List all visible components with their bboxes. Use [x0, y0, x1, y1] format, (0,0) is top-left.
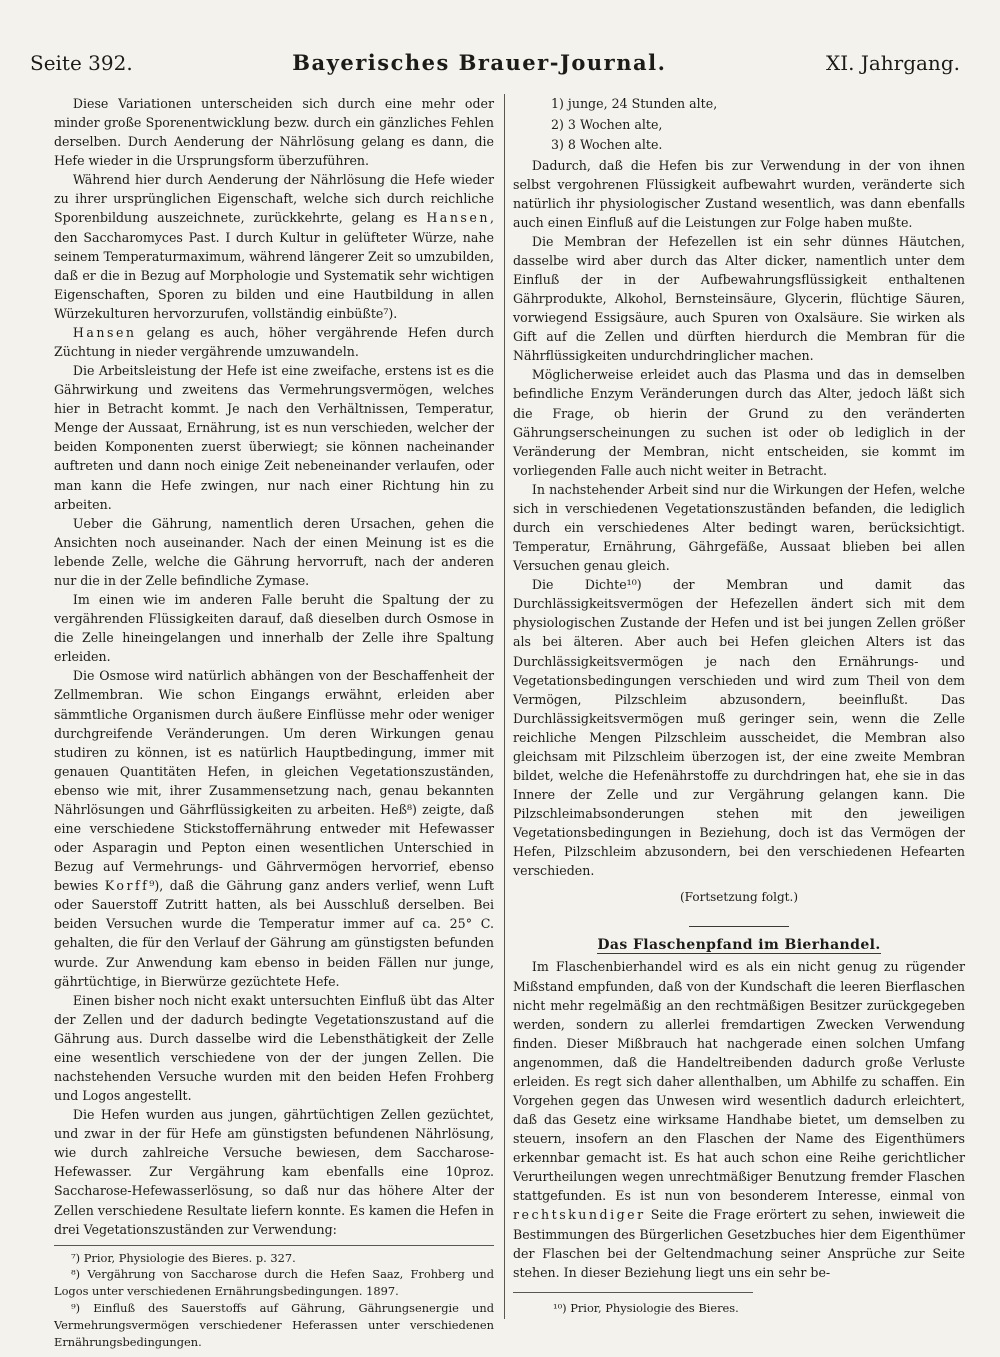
paragraph: Diese Variationen unterscheiden sich durch eine mehr oder minder große Sporenentwicklung bezw. durch ein gänzliches Fehlen derselben. Durch Aenderung der Nährlösung gelang es dann, die Hefe wieder in die Ursprungsform überzuführen.: [54, 96, 494, 169]
author-name: Hansen: [426, 210, 490, 226]
paragraph: Die Osmose wird natürlich abhängen von der Beschaffenheit der Zellmembran. Wie schon Eingangs erwähnt, erleiden aber sämmtliche Organismen durch äußere Einflüsse mehr oder weniger durchgreifende Veränderungen. Um deren Wirkungen genau studiren zu können, ist es natürlich Hauptbedingung, immer mit genauen Quantitäten Hefen, in gleichen Vegetationszuständen, ebenso wie mit, ihrer Zusammensetzung nach, genau bekannten Nährlösungen und Gährflüssigkeiten zu arbeiten. Heß⁸) zeigte, daß eine verschiedene Stickstoffernährung entweder mit Hefewasser oder Asparagin und Pepton einen wesentlichen Unterschied in Bezug auf Vermehrungs- und Gährvermögen hervorrief, ebenso bewies Korff⁹), daß die Gährung ganz anders verlief, wenn Luft oder Sauerstoff Zutritt hatten, als bei Ausschluß derselben. Bei beiden Versuchen wurde die Temperatur immer auf ca. 25° C. gehalten, die für den Verlauf der Gährung am günstigsten befunden wurde. Zur Anwendung kam ebenso in beiden Fällen nur junge, gährtüchtige, in Bierwürze gezüchtete Hefe.: [54, 668, 494, 989]
footnote-rule: [513, 1292, 753, 1293]
footnote: ⁷) Prior, Physiologie des Bieres. p. 327.: [71, 1250, 296, 1265]
column-divider: [504, 94, 505, 1319]
footnotes: [54, 1245, 494, 1351]
paragraph: Die Dichte¹⁰) der Membran und damit das Durchlässigkeitsvermögen der Hefezellen ändert sich mit dem physiologischen Zustande der Hefen und ist bei jungen Zellen größer als bei älteren. Aber auch bei Hefen gleichen Alters ist das Durchlässigkeitsvermögen je nach den Ernährungs- und Vegetationsbedingungen verschieden und wird zum Theil von dem Vermögen, Pilzschleim abzusondern, beeinflußt. Das Durchlässigkeitsvermögen muß geringer sein, wenn die Zelle reichliche Mengen Pilzschleim ausscheidet, die Membran also gleichsam mit Pilzschleim überzogen ist, der eine zweite Membran bildet, welche die Hefenährstoffe zu durchdringen hat, ehe sie in das Innere der Zelle und zur Vergährung gelangen kann. Die Pilzschleimabsonderungen stehen mit den jeweiligen Vegetationsbedingungen in Beziehung, doch ist das Vermögen der Hefen, Pilzschleim abzusondern, bei den verschiedenen Hefearten verschieden.: [513, 577, 965, 879]
section-rule: [689, 926, 789, 927]
footnote: ¹⁰) Prior, Physiologie des Bieres.: [553, 1300, 739, 1315]
vegetation-state-list: [513, 94, 965, 156]
footnote: ⁹) Einfluß des Sauerstoffs auf Gährung, Gährungsenergie und Vermehrungsvermögen verschiedener Heferassen unter verschiedenen Ernährungsbedingungen.: [54, 1301, 494, 1349]
paragraph: In nachstehender Arbeit sind nur die Wirkungen der Hefen, welche sich in verschiedenen Vegetationszuständen befanden, die lediglich durch ein verschiedenes Alter bedingt waren, berücksichtigt. Temperatur, Ernährung, Gährgefäße, Aussaat blieben bei allen Versuchen genau gleich.: [513, 481, 965, 574]
list-item: 3) 8 Wochen alte.: [551, 137, 663, 152]
paragraph: Während hier durch Aenderung der Nährlösung die Hefe wieder zu ihrer ursprünglichen Eigenschaft, welche sich durch reichliche Sporenbildung auszeichnete, zurückkehrte, gelang es Hansen, den Saccharomyces Past. I durch Kultur in gelüfteter Würze, nahe seinem Temperaturmaximum, während längerer Zeit so umzubilden, daß er die in Bezug auf Morphologie und Systematik sehr wichtigen Eigenschaften, Sporen zu bilden und eine Hautbildung in allen Würzekulturen hervorzurufen, vollständig einbüßte⁷).: [54, 172, 494, 321]
paragraph: Die Membran der Hefezellen ist ein sehr dünnes Häutchen, dasselbe wird aber durch das Alter dicker, namentlich unter dem Einfluß der in der Aufbewahrungsflüssigkeit enthaltenen Gährprodukte, Alkohol, Bernsteinsäure, Glycerin, flüchtige Säuren, vorwiegend Essigsäure, auch Spuren von Oxalsäure. Sie wirken als Gift auf die Zellen und dürften hierdurch die Membran für die Nährflüssigkeiten undurchdringlicher machen.: [513, 233, 965, 364]
section-title: Das Flaschenpfand im Bierhandel.: [597, 937, 881, 954]
continued-note: (Fortsetzung folgt.): [680, 890, 798, 905]
paragraph: Ueber die Gährung, namentlich deren Ursachen, gehen die Ansichten noch auseinander. Nach der einen Meinung ist es die lebende Zelle, welche die Gährung hervorruft, nach der anderen nur die in der Zelle befindliche Zymase.: [54, 515, 494, 588]
paragraph: Die Hefen wurden aus jungen, gährtüchtigen Zellen gezüchtet, und zwar in der für Hefe am günstigsten befundenen Nährlösung, wie durch zahlreiche Versuche bewiesen, dem Saccharose-Hefewasser. Zur Vergährung kam ebenfalls eine 10proz. Saccharose-Hefewasserlösung, so daß nur das höhere Alter der Zellen verschiedene Resultate liefern konnte. Es kamen die Hefen in drei Vegetationszuständen zur Verwendung:: [54, 1107, 494, 1237]
volume-label: XI. Jahrgang.: [825, 51, 960, 75]
emphasis: rechtskundiger: [513, 1207, 646, 1223]
left-column: [54, 94, 494, 1350]
footnote: ⁸) Vergährung von Saccharose durch die Hefen Saaz, Frohberg und Logos unter verschiedenen Ernährungsbedingungen. 1897.: [54, 1267, 494, 1299]
paragraph: Hansen gelang es auch, höher vergährende Hefen durch Züchtung in nieder vergährende umzuwandeln.: [54, 324, 494, 360]
list-item: 1) junge, 24 Stunden alte,: [551, 96, 718, 111]
paragraph: Im Flaschenbierhandel wird es als ein nicht genug zu rügender Mißstand empfunden, daß von der Kundschaft die leeren Bierflaschen nicht mehr regelmäßig an den rechtmäßigen Besitzer zurückgegeben werden, sondern zu allerlei fremdartigen Zwecken Verwendung finden. Dieser Mißbrauch hat nachgerade einen solchen Umfang angenommen, daß die Handeltreibenden dadurch große Verluste erleiden. Es regt sich daher allenthalben, um Abhilfe zu schaffen. Ein Vorgehen gegen das Unwesen wird wesentlich dadurch erleichtert, daß das Gesetz eine wirksame Handhabe bietet, um demselben zu steuern, insofern an den Flaschen der Name des Eigenthümers erkennbar gemacht ist. Es hat auch schon eine Reihe gerichtlicher Verurtheilungen wegen unrechtmäßiger Benutzung fremder Flaschen stattgefunden. Es ist nun von besonderem Interesse, einmal von rechtskundiger Seite die Frage erörtert zu sehen, inwieweit die Bestimmungen des Bürgerlichen Gesetzbuches hier dem Eigenthümer der Flaschen bei der Geltendmachung seiner Ansprüche zur Seite stehen. In dieser Beziehung liegt uns ein sehr be-: [513, 959, 965, 1280]
author-name: Hansen: [72, 324, 137, 340]
paragraph: Im einen wie im anderen Falle beruht die Spaltung der zu vergährenden Flüssigkeiten darauf, daß dieselben durch Osmose in die Zelle hineingelangen und innerhalb der Zelle ihre Spaltung erleiden.: [54, 592, 494, 665]
page-header: [30, 50, 960, 86]
right-column: [513, 94, 965, 1315]
list-item: 2) 3 Wochen alte,: [551, 116, 663, 132]
paragraph: Einen bisher noch nicht exakt untersuchten Einfluß übt das Alter der Zellen und der dadurch bedingte Vegetationszustand auf die Gährung aus. Durch dasselbe wird die Lebensthätigkeit der Zelle eine wesentlich verschiedene von der der jungen Zellen. Die nachstehenden Versuche wurden mit den beiden Hefen Frohberg und Logos angestellt.: [54, 992, 494, 1104]
journal-title: Bayerisches Brauer-Journal.: [292, 50, 667, 75]
paragraph: Möglicherweise erleidet auch das Plasma und das in demselben befindliche Enzym Veränderungen durch das Alter, jedoch läßt sich die Frage, ob hierin der Grund zu den veränderten Gährungserscheinungen zu suchen ist oder ob lediglich in der Veränderung der Membran, nicht entscheiden, sie kommt im vorliegenden Falle auch nicht weiter in Betracht.: [513, 367, 965, 478]
paragraph: Die Arbeitsleistung der Hefe ist eine zweifache, erstens ist es die Gährwirkung und zweitens das Vermehrungsvermögen, welches hier in Betracht kommt. Je nach den Verhältnissen, Temperatur, Menge der Aussaat, Ernährung, ist es nun verschieden, welcher der beiden Komponenten zuerst überwiegt; sie können nacheinander auftreten und dann noch einige Zeit nebeneinander verlaufen, oder man kann die Hefe zwingen, nur nach einer Richtung hin zu arbeiten.: [54, 363, 494, 512]
paragraph: Dadurch, daß die Hefen bis zur Verwendung in der von ihnen selbst vergohrenen Flüssigkeit aufbewahrt wurden, veränderte sich natürlich ihr physiologischer Zustand wesentlich, was dann ebenfalls auch einen Einfluß auf die Leistungen zur Folge haben mußte.: [513, 157, 965, 230]
page-number: Seite 392.: [30, 51, 133, 75]
author-name: Korff: [104, 878, 150, 894]
